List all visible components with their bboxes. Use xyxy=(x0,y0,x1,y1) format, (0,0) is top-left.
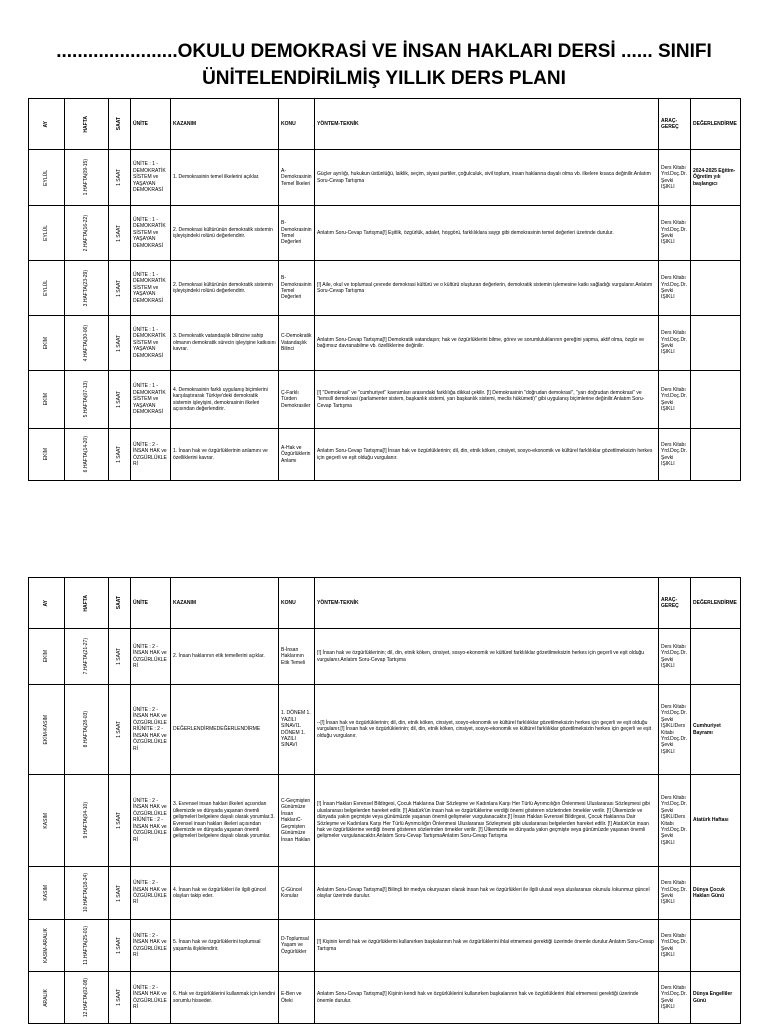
cell-label: EYLÜL xyxy=(43,280,50,296)
cell-label: 1 SAAT xyxy=(116,224,123,242)
cell-label: EYLÜL xyxy=(43,225,50,241)
cell-unite: ÜNİTE : 2 - İNSAN HAK ve ÖZGÜRLÜKLERİ xyxy=(131,972,171,1024)
cell-degerlendirme: Dünya Çocuk Hakları Günü xyxy=(691,867,741,920)
cell-saat xyxy=(109,867,131,920)
cell-kazanim: 1. İnsan hak ve özgürlüklerinin anlamını ve özelliklerini kavrar. xyxy=(171,429,279,481)
cell-konu: B-İnsan Haklarının Etik Temeli xyxy=(279,629,315,685)
cell-label: 1 SAAT xyxy=(116,812,123,829)
table-row xyxy=(29,429,741,481)
cell-label: 1 SAAT xyxy=(116,391,123,408)
header-arac: ARAÇ-GEREÇ xyxy=(659,578,691,629)
header-unite: ÜNİTE xyxy=(131,99,171,150)
cell-arac: Ders Kitabı Yrd.Doç.Dr. Şevki IŞIKLI xyxy=(659,920,691,972)
cell-ay xyxy=(29,972,65,1024)
cell-degerlendirme: 2024-2025 Eğitim-Öğretim yılı başlangıcı xyxy=(691,150,741,206)
cell-label: 10.HAFTA(18-24) xyxy=(83,873,90,913)
cell-saat xyxy=(109,429,131,481)
cell-konu: E-Ben ve Öteki xyxy=(279,972,315,1024)
cell-label: 11.HAFTA(25-01) xyxy=(83,926,90,965)
cell-saat xyxy=(109,775,131,867)
header-kazanim: KAZANIM xyxy=(171,99,279,150)
cell-kazanim: 2. Demokrasi kültürünün demokratik sistemin işleyişindeki rolünü değerlendirir. xyxy=(171,261,279,316)
cell-degerlendirme xyxy=(691,920,741,972)
cell-label: 12.HAFTA(02-08) xyxy=(83,977,90,1018)
cell-kazanim: 5. İnsan hak ve özgürlüklerini toplumsal yaşamla ilişkilendirir. xyxy=(171,920,279,972)
header-degerlendirme: DEĞERLENDİRME xyxy=(691,578,741,629)
header-label: SAAT xyxy=(116,596,123,610)
cell-kazanim: 3. Demokratik vatandaşlık bilincine sahip olmanın demokratik sürecin işleyişine katkısını kavrar. xyxy=(171,316,279,371)
cell-saat xyxy=(109,972,131,1024)
cell-label: EKİM xyxy=(43,393,50,406)
header-konu: KONU xyxy=(279,578,315,629)
cell-kazanim: 3. Evrensel insan hakları ilkeleri açısından ülkemizde ve dünyada yaşanan önemli gelişmeleri belgelere dayalı olarak yorumlar.3. Evrensel insan hakları ilkeleri açısından ülkemizde ve dünyada yaşanan önemli gelişmeleri belgelere dayalı olarak yorumlar. xyxy=(171,775,279,867)
cell-label: 4.HAFTA(30-06) xyxy=(83,324,90,362)
cell-label: EYLÜL xyxy=(43,169,50,186)
header-label: AY xyxy=(43,599,50,607)
table-row xyxy=(29,206,741,261)
cell-konu: Ç-Güncel Konular xyxy=(279,867,315,920)
cell-hafta xyxy=(65,316,109,371)
cell-label: KASIM xyxy=(43,812,50,829)
cell-degerlendirme xyxy=(691,429,741,481)
cell-degerlendirme: Atatürk Haftası xyxy=(691,775,741,867)
cell-unite: ÜNİTE : 2 - İNSAN HAK ve ÖZGÜRLÜKLERİ xyxy=(131,867,171,920)
cell-yontem: [!] İnsan Hakları Evrensel Bildirgesi, Çocuk Haklarına Dair Sözleşme ve Kadınlara Karşı Her Türlü Ayrımcılığın Önlenmesi Uluslararası Sözleşmesi gibi uluslararası belgelerden hareket edilir. [!] Atatürk'ün insan hak ve özgürlüklerine verdiği önemi gösteren sözlerinden örnekler verilir. [!] Ülkemizde ve dünyada yakın geçmişte veya günümüzde yaşanan önemli gelişmeler vurgulanacaktır.[!] İnsan Hakları Evrensel Bildirgesi, Çocuk Haklarına Dair Sözleşme ve Kadınlara Karşı Her Türlü Ayrımcılığın Önlenmesi Uluslararası Sözleşmesi gibi uluslararası belgelerden hareket edilir. [!] Atatürk'ün insan hak ve özgürlüklerine verdiği önemi gösteren sözlerinden örnekler verilir. [!] Ülkemizde ve dünyada yakın geçmişte veya günümüzde yaşanan önemli gelişmeler vurgulanacaktır.Anlatım Soru-Cevap TartışmaAnlatım Soru-Cevap Tartışma xyxy=(315,775,659,867)
table-row xyxy=(29,920,741,972)
cell-degerlendirme xyxy=(691,371,741,429)
plan-table-2 xyxy=(28,577,741,1024)
cell-kazanim: 2. Demokrasi kültürünün demokratik sistemin işleyişindeki rolünü değerlendirir. xyxy=(171,206,279,261)
cell-label: 3.HAFTA(23-29) xyxy=(83,269,90,307)
cell-konu: A-Hak ve Özgürlüklerin Anlamı xyxy=(279,429,315,481)
cell-hafta xyxy=(65,867,109,920)
cell-yontem: Anlatım Soru-Cevap Tartışma[!] Bilinçli bir medya okuryazarı olarak insan hak ve özgürlükleri ile ilgili ulusal veya uluslararası okunulu /okunmuz güncel olaylar üzerinde durulur. xyxy=(315,867,659,920)
cell-saat xyxy=(109,371,131,429)
cell-saat xyxy=(109,920,131,972)
cell-degerlendirme xyxy=(691,629,741,685)
cell-label: 5.HAFTA(07-13) xyxy=(83,381,90,418)
cell-ay xyxy=(29,920,65,972)
plan-title: .......................OKULU DEMOKRASİ VE İNSAN HAKLARI DERSİ ...... SINIFI xyxy=(56,41,712,62)
cell-ay xyxy=(29,150,65,206)
cell-ay xyxy=(29,316,65,371)
cell-label: 1 SAAT xyxy=(116,169,123,186)
table-row xyxy=(29,150,741,206)
header-hafta xyxy=(65,99,109,150)
header-degerlendirme: DEĞERLENDİRME xyxy=(691,99,741,150)
cell-konu: Ç-Farklı Türden Demokrasiler xyxy=(279,371,315,429)
table-row xyxy=(29,629,741,685)
header-label: AY xyxy=(43,120,50,128)
cell-label: EKİM-KASIM xyxy=(43,714,50,745)
cell-label: 2.HAFTA(16-22) xyxy=(83,214,90,252)
cell-label: EKİM xyxy=(43,448,50,461)
cell-kazanim: 4. İnsan hak ve özgürlükleri ile ilgili güncel olayları takip eder. xyxy=(171,867,279,920)
header-row xyxy=(29,578,741,629)
cell-label: 1 SAAT xyxy=(116,884,123,902)
cell-label: 1 SAAT xyxy=(116,446,123,463)
cell-ay xyxy=(29,261,65,316)
cell-kazanim: DEĞERLENDİRMEDEĞERLENDİRME xyxy=(171,685,279,775)
cell-degerlendirme xyxy=(691,316,741,371)
cell-hafta xyxy=(65,206,109,261)
table-row xyxy=(29,775,741,867)
cell-hafta xyxy=(65,920,109,972)
table-row xyxy=(29,972,741,1024)
cell-arac: Ders Kitabı Yrd.Doç.Dr. Şevki IŞIKLI xyxy=(659,867,691,920)
header-label: HAFTA xyxy=(83,594,90,612)
cell-label: 9.HAFTA(04-10) xyxy=(83,802,90,839)
cell-yontem: Güçler ayrılığı, hukukun üstünlüğü, laiklik, seçim, siyasi partiler, çoğulculuk, sivil toplum, insan haklarına dayalı olma vb. ilkelere kısaca değinilir.Anlatım Soru-Cevap Tartışma xyxy=(315,150,659,206)
cell-ay xyxy=(29,775,65,867)
cell-arac: Ders Kitabı Yrd.Doç.Dr. Şevki IŞIKLI xyxy=(659,150,691,206)
cell-konu: 1. DÖNEM 1. YAZILI SINAVI1. DÖNEM 1. YAZILI SINAVI xyxy=(279,685,315,775)
cell-arac: Ders Kitabı Yrd.Doç.Dr. Şevki IŞIKLI xyxy=(659,316,691,371)
cell-ay xyxy=(29,867,65,920)
cell-unite: ÜNİTE : 1 - DEMOKRATİK SİSTEM ve YAŞAYAN DEMOKRASİ xyxy=(131,206,171,261)
header-hafta xyxy=(65,578,109,629)
cell-arac: Ders Kitabı Yrd.Doç.Dr. Şevki IŞIKLI xyxy=(659,629,691,685)
cell-degerlendirme: Cumhuriyet Bayramı xyxy=(691,685,741,775)
cell-konu: B-Demokrasinin Temel Değerleri xyxy=(279,261,315,316)
cell-konu: C-Geçmişten Günümüze İnsan HaklarıC-Geçmişten Günümüze İnsan Hakları xyxy=(279,775,315,867)
cell-unite: ÜNİTE : 2 - İNSAN HAK ve ÖZGÜRLÜKLERİ xyxy=(131,920,171,972)
cell-yontem: Anlatım Soru-Cevap Tartışma[!] İnsan hak ve özgürlüklerinin; dil, din, etnik köken, cinsiyet, sosyo-ekonomik ve kültürel farklılıklar gözetilmeksizin herkes için geçerli ve eşit olduğu vurgulanır. xyxy=(315,429,659,481)
cell-hafta xyxy=(65,972,109,1024)
cell-konu: C-Demokratik Vatandaşlık Bilinci xyxy=(279,316,315,371)
plan-subtitle: ÜNİTELENDİRİLMİŞ YILLIK DERS PLANI xyxy=(202,68,566,89)
plan-table-1 xyxy=(28,98,741,481)
cell-hafta xyxy=(65,685,109,775)
cell-saat xyxy=(109,685,131,775)
header-yontem: YÖNTEM-TEKNİK xyxy=(315,578,659,629)
cell-yontem: --[!] İnsan hak ve özgürlüklerinin; dil, din, etnik köken, cinsiyet, sosyo-ekonomik ve kültürel farklılıklar gözetilmeksizin herkes için geçerli ve eşit olduğu vurgulanır.[!] İnsan hak ve özgürlüklerinin; dil, din, etnik köken, cinsiyet, sosyo-ekonomik ve kültürel farklılıklar gözetilmeksizin herkes için geçerli ve eşit olduğu vurgulanır. xyxy=(315,685,659,775)
cell-unite: ÜNİTE : 2 - İNSAN HAK ve ÖZGÜRLÜKLERİÜNİTE : 2 - İNSAN HAK ve ÖZGÜRLÜKLERİ xyxy=(131,775,171,867)
cell-label: 1 SAAT xyxy=(116,937,123,954)
cell-label: ARALIK xyxy=(43,988,50,1007)
cell-arac: Ders Kitabı Yrd.Doç.Dr. Şevki IŞIKLIDers Kitabı Yrd.Doç.Dr. Şevki IŞIKLI xyxy=(659,685,691,775)
cell-yontem: [!] Kişinin kendi hak ve özgürlüklerini kullanırken başkalarının hak ve özgürlüklerini ihlal etmemesi gerektiği üzerinde önemle durulur.Anlatım Soru-Cevap Tartışma xyxy=(315,920,659,972)
cell-unite: ÜNİTE : 1 - DEMOKRATİK SİSTEM ve YAŞAYAN DEMOKRASİ xyxy=(131,316,171,371)
cell-hafta xyxy=(65,775,109,867)
cell-label: EKİM xyxy=(43,336,50,350)
cell-yontem: [!] İnsan hak ve özgürlüklerinin; dil, din, etnik köken, cinsiyet, sosyo-ekonomik ve kültürel farklılıklar gözetilmeksizin herkes için geçerli ve eşit olduğu vurgulanır.Anlatım Soru-Cevap Tartışma xyxy=(315,629,659,685)
cell-degerlendirme xyxy=(691,206,741,261)
header-yontem: YÖNTEM-TEKNİK xyxy=(315,99,659,150)
cell-label: KASIM xyxy=(43,885,50,901)
cell-unite: ÜNİTE : 2 - İNSAN HAK ve ÖZGÜRLÜKLERİ xyxy=(131,629,171,685)
cell-label: 1 SAAT xyxy=(116,989,123,1006)
cell-kazanim: 2. İnsan haklarının etik temellerini açıklar. xyxy=(171,629,279,685)
header-label: HAFTA xyxy=(83,115,90,133)
cell-unite: ÜNİTE : 2 - İNSAN HAK ve ÖZGÜRLÜKLERİÜNİTE : 2 - İNSAN HAK ve ÖZGÜRLÜKLERİ xyxy=(131,685,171,775)
cell-label: 7.HAFTA(21-27) xyxy=(83,638,90,675)
cell-saat xyxy=(109,150,131,206)
header-saat xyxy=(109,578,131,629)
cell-unite: ÜNİTE : 1 - DEMOKRATİK SİSTEM ve YAŞAYAN DEMOKRASİ xyxy=(131,371,171,429)
cell-yontem: Anlatım Soru-Cevap Tartışma[!] Eşitlik, özgürlük, adalet, hoşgörü, farklılıklara saygı gibi demokrasinin temel değerleri üzerinde durulur. xyxy=(315,206,659,261)
cell-konu: D-Toplumsal Yaşam ve Özgürlükler xyxy=(279,920,315,972)
cell-yontem: Anlatım Soru-Cevap Tartışma[!] Demokratik vatandaşın; hak ve özgürlüklerini bilme, görev ve sorumluluklarının gereğini yapma, aktif olma, özgür ve bağımsız davranabilme vb. özelliklerine değinilir. xyxy=(315,316,659,371)
cell-hafta xyxy=(65,150,109,206)
cell-yontem: [!] "Demokrasi" ve "cumhuriyet" kavramları arasındaki farklılığa dikkat çekilir. [!] Demokrasinin "doğrudan demokrasi", "yarı doğrudan demokrasi" ve "temsilî demokrasi (parlamenter sistem, başkanlık sistemi, yarı başkanlık sistemi, meclis hükümeti)" gibi uygulanış biçimlerine değinilir.Anlatım Soru-Cevap Tartışma xyxy=(315,371,659,429)
cell-label: 8.HAFTA(28-03) xyxy=(83,711,90,748)
cell-hafta xyxy=(65,629,109,685)
cell-unite: ÜNİTE : 1 - DEMOKRATİK SİSTEM ve YAŞAYAN DEMOKRASİ xyxy=(131,261,171,316)
cell-kazanim: 4. Demokrasinin farklı uygulanış biçimlerini karşılaştırarak Türkiye'deki demokratik sistemin işleyişini, demokrasinin ilkeleri açısından değerlendirir. xyxy=(171,371,279,429)
cell-label: 6.HAFTA(14-20) xyxy=(83,436,90,473)
cell-ay xyxy=(29,371,65,429)
cell-saat xyxy=(109,261,131,316)
header-konu: KONU xyxy=(279,99,315,150)
header-row xyxy=(29,99,741,150)
cell-degerlendirme: Dünya Engelliler Günü xyxy=(691,972,741,1024)
cell-arac: Ders Kitabı Yrd.Doç.Dr. Şevki IŞIKLI xyxy=(659,972,691,1024)
header-saat xyxy=(109,99,131,150)
cell-hafta xyxy=(65,261,109,316)
header-ay xyxy=(29,578,65,629)
cell-label: 1.HAFTA(09-15) xyxy=(83,159,90,196)
cell-kazanim: 1. Demokrasinin temel ilkelerini açıklar. xyxy=(171,150,279,206)
cell-label: 1 SAAT xyxy=(116,648,123,665)
cell-label: 1 SAAT xyxy=(116,721,123,738)
cell-label: 1 SAAT xyxy=(116,334,123,352)
cell-label: KASIM-ARALIK xyxy=(43,927,50,963)
cell-arac: Ders Kitabı Yrd.Doç.Dr. Şevki IŞIKLI xyxy=(659,429,691,481)
cell-unite: ÜNİTE : 2 - İNSAN HAK ve ÖZGÜRLÜKLERİ xyxy=(131,429,171,481)
cell-unite: ÜNİTE : 1 - DEMOKRATİK SİSTEM ve YAŞAYAN DEMOKRASİ xyxy=(131,150,171,206)
cell-ay xyxy=(29,429,65,481)
cell-konu: A-Demokrasinin Temel İlkeleri xyxy=(279,150,315,206)
table-row xyxy=(29,371,741,429)
table-row xyxy=(29,867,741,920)
header-unite: ÜNİTE xyxy=(131,578,171,629)
cell-arac: Ders Kitabı Yrd.Doç.Dr. Şevki IŞIKLI xyxy=(659,206,691,261)
header-arac: ARAÇ-GEREÇ xyxy=(659,99,691,150)
cell-kazanim: 6. Hak ve özgürlüklerini kullanmak için kendini sorumlu hisseder. xyxy=(171,972,279,1024)
cell-hafta xyxy=(65,371,109,429)
table-row xyxy=(29,316,741,371)
cell-arac: Ders Kitabı Yrd.Doç.Dr. Şevki IŞIKLI xyxy=(659,371,691,429)
cell-ay xyxy=(29,629,65,685)
cell-saat xyxy=(109,206,131,261)
table-row xyxy=(29,261,741,316)
header-label: SAAT xyxy=(116,117,123,131)
cell-degerlendirme xyxy=(691,261,741,316)
cell-konu: B-Demokrasinin Temel Değerleri xyxy=(279,206,315,261)
cell-yontem: [!] Aile, okul ve toplumsal çevrede demokrasi kültürü ve o kültürü oluşturan değerlerin, demokratik sistemin işlemesine katkı sağladığı vurgulanır.Anlatım Soru-Cevap Tartışma xyxy=(315,261,659,316)
cell-hafta xyxy=(65,429,109,481)
header-kazanim: KAZANIM xyxy=(171,578,279,629)
cell-arac: Ders Kitabı Yrd.Doç.Dr. Şevki IŞIKLI xyxy=(659,261,691,316)
cell-saat xyxy=(109,316,131,371)
cell-label: EKİM xyxy=(43,650,50,663)
cell-yontem: Anlatım Soru-Cevap Tartışma[!] Kişinin kendi hak ve özgürlüklerini kullanırken başkalarının hak ve özgürlüklerini ihlal etmemesi gerektiği üzerinde önemle durulur. xyxy=(315,972,659,1024)
cell-label: 1 SAAT xyxy=(116,279,123,297)
table-row xyxy=(29,685,741,775)
cell-ay xyxy=(29,206,65,261)
cell-saat xyxy=(109,629,131,685)
header-ay xyxy=(29,99,65,150)
cell-arac: Ders Kitabı Yrd.Doç.Dr. Şevki IŞIKLIDers Kitabı Yrd.Doç.Dr. Şevki IŞIKLI xyxy=(659,775,691,867)
cell-ay xyxy=(29,685,65,775)
